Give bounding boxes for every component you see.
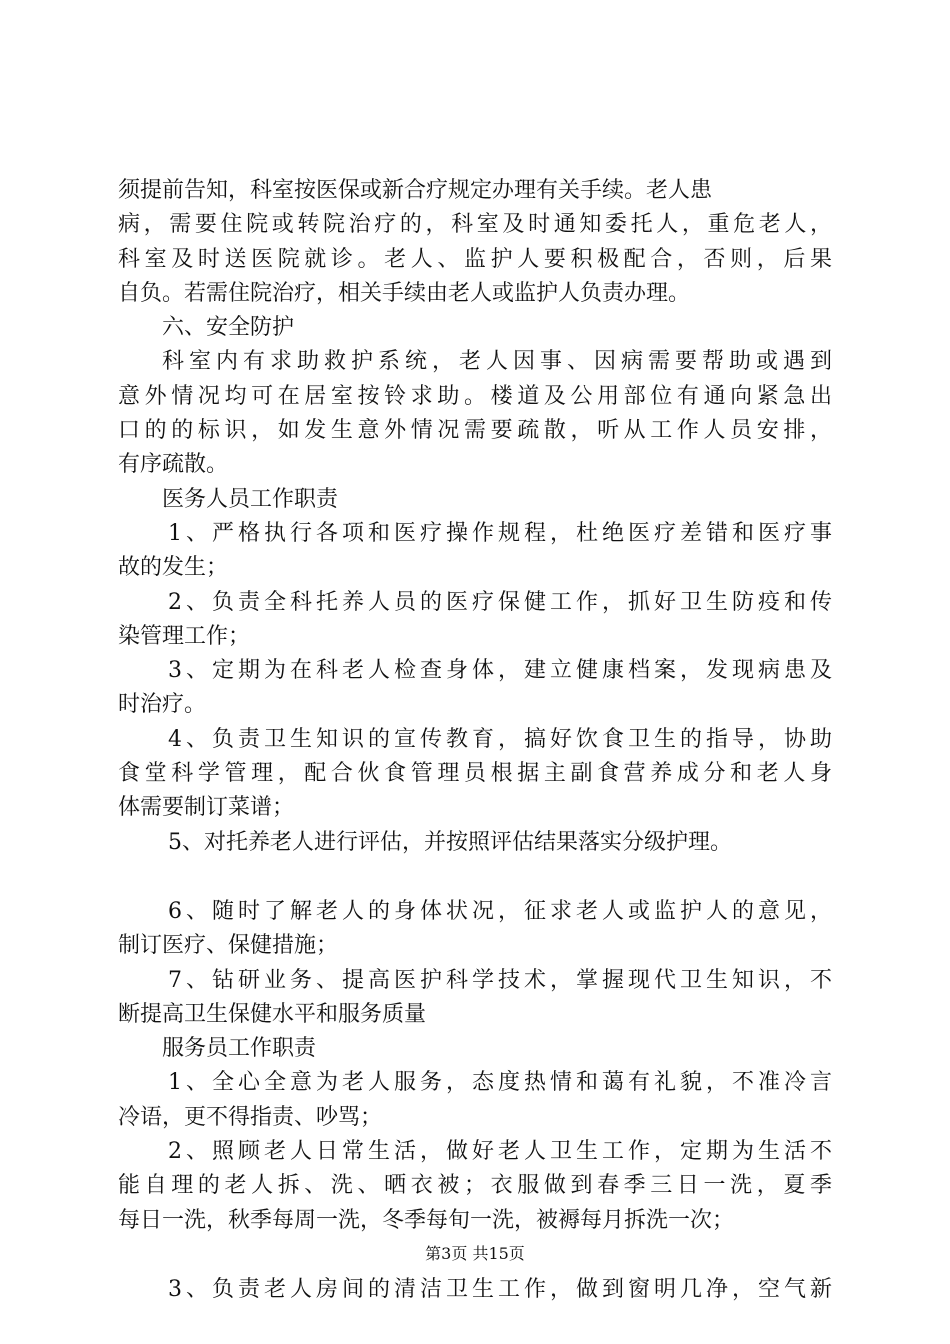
page-number-footer: 第3页 共15页 xyxy=(425,1244,525,1263)
list-item-line: 2、照顾老人日常生活，做好老人卫生工作，定期为生活不 xyxy=(168,1139,832,1165)
paragraph-line: 有序疏散。 xyxy=(118,452,229,478)
list-item-line: 6、随时了解老人的身体状况，征求老人或监护人的意见， xyxy=(168,898,832,924)
blank-line xyxy=(118,860,832,895)
paragraph-line: 科室内有求助救护系统，老人因事、因病需要帮助或遇到 xyxy=(162,349,832,375)
list-item-line: 1、全心全意为老人服务，态度热情和蔼有礼貌，不准冷言 xyxy=(168,1070,832,1096)
list-item-line: 能自理的老人拆、洗、晒衣被；衣服做到春季三日一洗，夏季 xyxy=(118,1173,832,1199)
list-item-line: 4、负责卫生知识的宣传教育，搞好饮食卫生的指导，协助 xyxy=(168,726,832,752)
list-item-line: 3、定期为在科老人检查身体，建立健康档案，发现病患及 xyxy=(168,658,832,684)
list-item-line: 食堂科学管理，配合伙食管理员根据主副食营养成分和老人身 xyxy=(118,761,832,787)
list-item-line: 断提高卫生保健水平和服务质量 xyxy=(118,1001,427,1027)
paragraph-line: 意外情况均可在居室按铃求助。楼道及公用部位有通向紧急出 xyxy=(118,383,832,409)
list-item-line: 冷语，更不得指责、吵骂； xyxy=(118,1104,383,1130)
section-heading: 六、安全防护 xyxy=(162,315,295,341)
section-heading: 医务人员工作职责 xyxy=(162,486,339,512)
paragraph-line: 病，需要住院或转院治疗的，科室及时通知委托人，重危老人， xyxy=(118,212,832,238)
list-item-line: 体需要制订菜谱； xyxy=(118,795,295,821)
list-item-line: 时治疗。 xyxy=(118,692,207,718)
list-item-line: 5、对托养老人进行评估，并按照评估结果落实分级护理。 xyxy=(168,829,732,855)
list-item-line: 1、严格执行各项和医疗操作规程，杜绝医疗差错和医疗事 xyxy=(168,520,832,546)
list-item-line: 2、负责全科托养人员的医疗保健工作，抓好卫生防疫和传 xyxy=(168,589,832,615)
paragraph-line: 须提前告知，科室按医保或新合疗规定办理有关手续。老人患 xyxy=(118,178,713,203)
list-item-line: 每日一洗，秋季每周一洗，冬季每旬一洗，被褥每月拆洗一次； xyxy=(118,1207,735,1233)
list-item-line: 3、负责老人房间的清洁卫生工作，做到窗明几净，空气新 xyxy=(168,1276,832,1302)
paragraph-line: 自负。若需住院治疗，相关手续由老人或监护人负责办理。 xyxy=(118,280,691,306)
paragraph-line: 科室及时送医院就诊。老人、监护人要积极配合，否则，后果 xyxy=(118,246,832,272)
section-heading: 服务员工作职责 xyxy=(162,1036,317,1062)
document-body xyxy=(118,174,832,1307)
list-item-line: 故的发生； xyxy=(118,555,229,581)
list-item-line: 染管理工作； xyxy=(118,623,251,649)
list-item-line: 7、钻研业务、提高医护科学技术，掌握现代卫生知识，不 xyxy=(168,967,832,993)
paragraph-line: 口的的标识，如发生意外情况需要疏散，听从工作人员安排， xyxy=(118,418,832,444)
list-item-line: 制订医疗、保健措施； xyxy=(118,933,339,959)
